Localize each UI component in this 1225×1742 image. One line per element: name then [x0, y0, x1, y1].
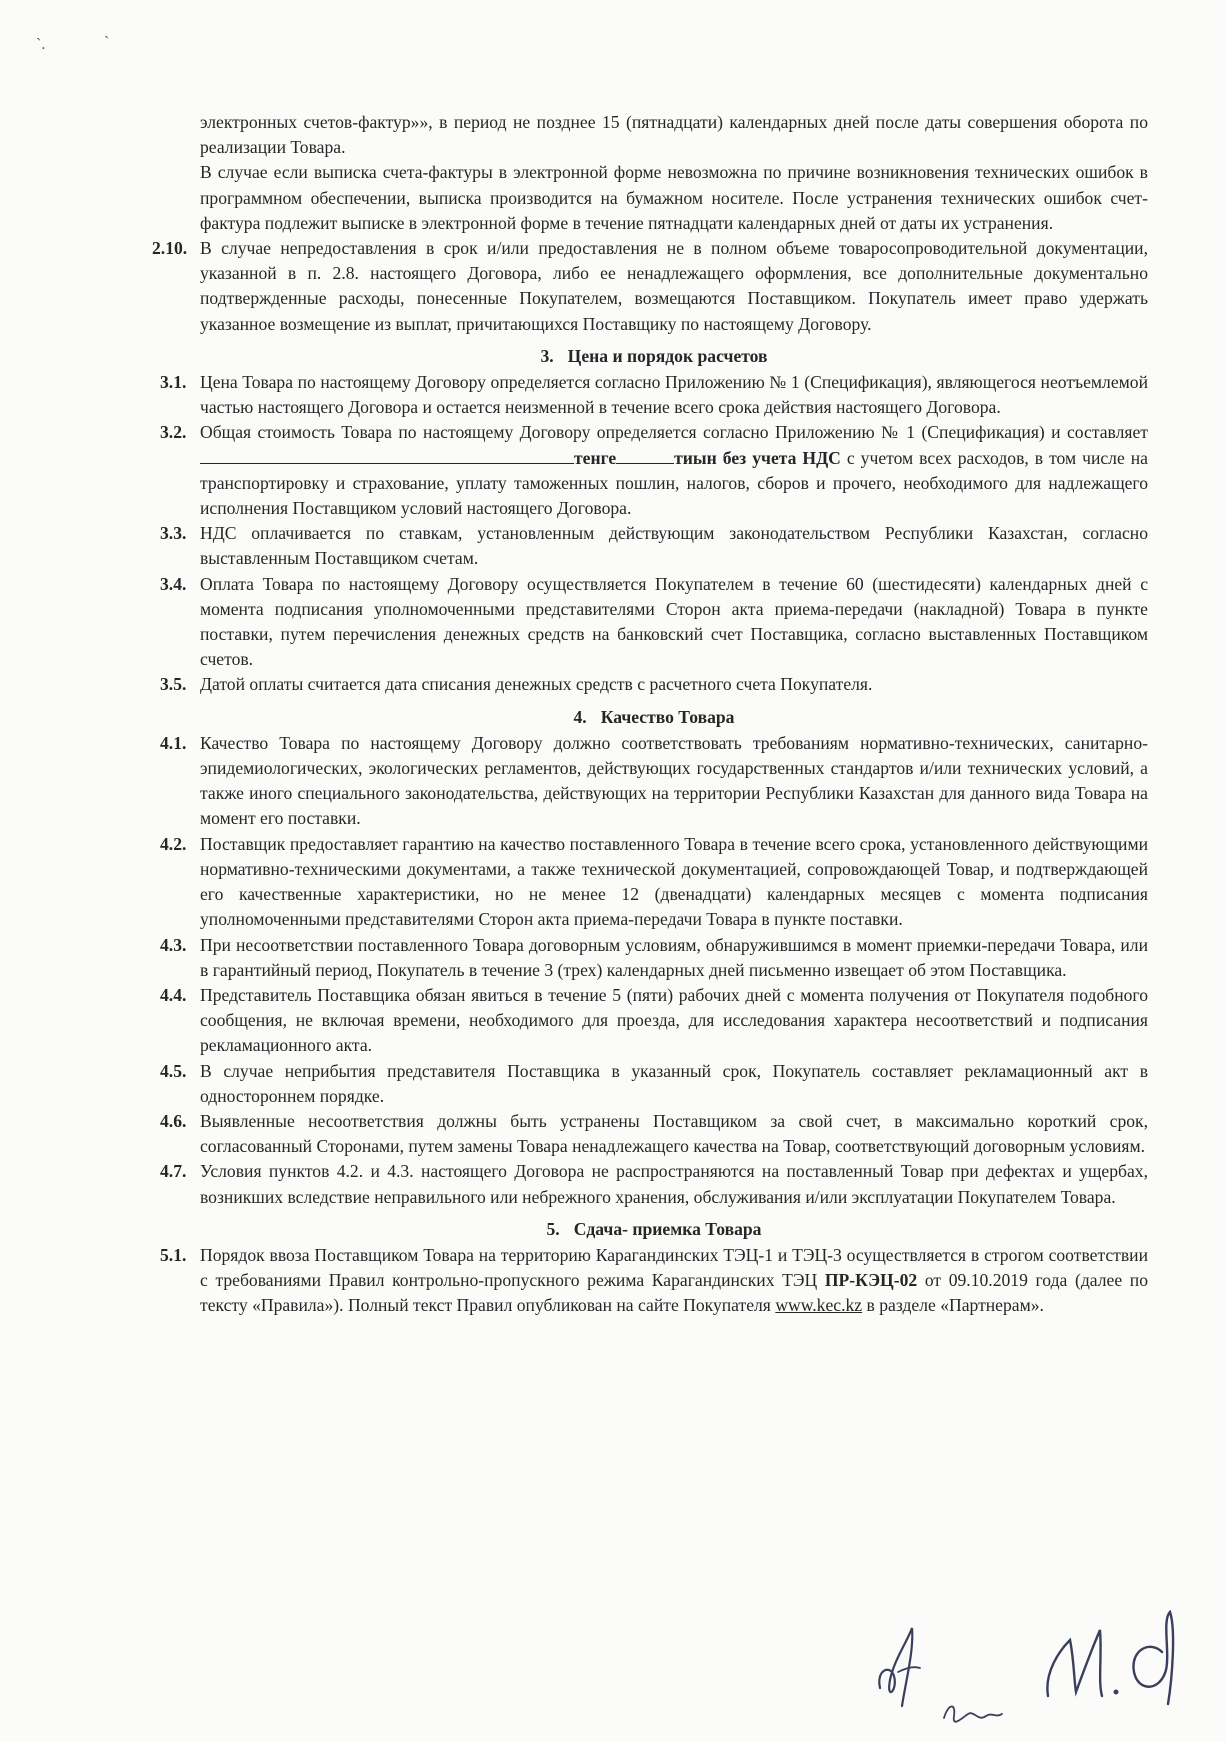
clause-text: В случае неприбытия представителя Поставщика в указанный срок, Покупатель составляет рекламационный акт в одностороннем порядке.: [200, 1060, 1148, 1106]
clause-number: 3.5.: [160, 674, 187, 695]
section-title: Сдача- приемка Товара: [573, 1218, 762, 1239]
section-title: Цена и порядок расчетов: [567, 345, 768, 366]
scan-artifact-right: `: [104, 34, 110, 51]
clause-text: Датой оплаты считается дата списания денежных средств с расчетного счета Покупателя.: [200, 674, 873, 695]
clause-text: При несоответствии поставленного Товара договорным условиям, обнаружившимся в момент приемки-передачи Товара, или в гарантийный период, Покупатель в течение 3 (трех) календарных дней письменно извещает об этом Поставщика.: [200, 934, 1148, 980]
clause-4-3: [160, 933, 1148, 983]
document-body: [152, 110, 1149, 1319]
clause-4-2: [160, 832, 1148, 933]
clause-3-3: [160, 521, 1148, 571]
clause-text-part: в разделе «Партнерам».: [866, 1295, 1044, 1316]
amount-blank-field: [200, 447, 574, 464]
clause-text-part: Общая стоимость Товара по настоящему Договору определяется согласно Приложению № 1 (Спецификация) и составляет: [200, 422, 1148, 443]
clause-number: 3.3.: [160, 523, 187, 544]
signature-left: [868, 1610, 948, 1720]
clause-text: Условия пунктов 4.2. и 4.3. настоящего Договора не распространяются на поставленный Товар при дефектах и ущербах, возникших вследствие неправильного или небрежного хранения, обслуживания и/или эксплуатации Покупателем Товара.: [200, 1161, 1148, 1207]
clause-text: [200, 420, 1148, 521]
signature-right: [1030, 1600, 1190, 1720]
clause-number: 4.3.: [160, 934, 187, 955]
clause-text-part: Порядок ввоза Поставщиком Товара на территорию Карагандинских ТЭЦ-1 и ТЭЦ-3 осуществляется в строгом соответствии с требованиями Правил контрольно-пропускного режима Карагандинских ТЭЦ: [200, 1244, 1148, 1291]
scan-artifact-left: `.: [36, 36, 46, 53]
section-number: 3.: [540, 345, 554, 366]
clause-text-part: с учетом всех расходов, в том числе на транспортировку и страхование, уплату таможенных пошлин, налогов, сборов и прочего, необходимого для надлежащего исполнения Поставщиком условий настоящего Договора.: [200, 447, 1148, 519]
clause-number: 4.6.: [160, 1110, 187, 1131]
section-title: Качество Товара: [600, 706, 735, 727]
clause-4-5: [160, 1059, 1148, 1109]
clause-number: 4.4.: [160, 984, 187, 1005]
signature-small: [938, 1688, 1008, 1738]
clause-3-2: [160, 420, 1148, 521]
rules-code: ПР-КЭЦ-02: [824, 1270, 918, 1291]
clause-text-part: от 09.10.2019 года (далее по тексту «Правила»). Полный текст Правил опубликован на сайте Покупателя: [200, 1270, 1149, 1316]
clause-4-1: [160, 731, 1148, 832]
clause-4-7: [160, 1159, 1148, 1209]
clause-2-10: [152, 236, 1148, 337]
clause-text: [200, 1243, 1148, 1319]
clause-3-5: [160, 672, 1148, 697]
tiyn-label: тиын без учета: [674, 447, 797, 468]
section-number: 4.: [573, 706, 587, 727]
clause-number: 4.1.: [160, 732, 187, 753]
clause-text: Представитель Поставщика обязан явиться в течение 5 (пяти) рабочих дней с момента получения от Покупателя подобного сообщения, не включая времени, необходимого для проезда, для исследования характера несоответствий и подписания рекламационного акта.: [200, 984, 1148, 1056]
clause-text: НДС оплачивается по ставкам, установленным действующим законодательством Республики Казахстан, согласно выставленным Поставщиком счетам.: [200, 523, 1148, 569]
clause-4-6: [160, 1109, 1148, 1159]
clause-3-4: [160, 572, 1148, 673]
clause-number: 4.7.: [160, 1161, 187, 1182]
clause-number: 2.10.: [152, 238, 188, 259]
clause-number: 5.1.: [160, 1244, 187, 1265]
clause-number: 4.2.: [160, 833, 187, 854]
section-heading: [160, 1217, 1148, 1242]
tiyn-blank-field: [616, 447, 674, 464]
clause-text: В случае непредоставления в срок и/или предоставления не в полном объеме товаросопроводительной документации, указанной в п. 2.8. настоящего Договора, либо ее ненадлежащего оформления, все дополнительные документально подтвержденные расходы, понесенные Покупателем, возмещаются Поставщиком. Покупатель имеет право удержать указанное возмещение из выплат, причитающихся Поставщику по настоящему Договору.: [200, 238, 1148, 334]
paragraph: электронных счетов-фактур»», в период не позднее 15 (пятнадцати) календарных дней после даты совершения оборота по реализации Товара.: [200, 112, 1148, 158]
clause-text: Цена Товара по настоящему Договору определяется согласно Приложению № 1 (Спецификация), являющегося неотъемлемой частью настоящего Договора и остается неизменной в течение всего срока действия настоящего Договора.: [200, 372, 1148, 418]
clause-number: 3.2.: [160, 422, 187, 443]
section-heading: [160, 705, 1148, 730]
clause-text: Выявленные несоответствия должны быть устранены Поставщиком за свой счет, в максимально короткий срок, согласованный Сторонами, путем замены Товара ненадлежащего качества на Товар, соответствующий договорным условиям.: [200, 1110, 1148, 1157]
paragraph: В случае если выписка счета-фактуры в электронной форме невозможна по причине возникновения технических ошибок в программном обеспечении, выписка производится на бумажном носителе. После устранения технических ошибок счет-фактура подлежит выписке в электронной форме в течение пятнадцати календарных дней от даты их устранения.: [200, 162, 1148, 233]
website-link[interactable]: www.kec.kz: [775, 1295, 863, 1316]
clause-number: 3.1.: [160, 372, 187, 393]
clause-4-4: [160, 983, 1148, 1059]
clause-text: Оплата Товара по настоящему Договору осуществляется Покупателем в течение 60 (шестидесяти) календарных дней с момента подписания уполномоченными представителями Сторон акта приема-передачи (накладной) Товара в пункте поставки, путем перечисления денежных средств на банковский счет Поставщика, согласно выставленных Поставщиком счетов.: [200, 573, 1148, 670]
currency-label: тенге: [574, 447, 617, 468]
clause-text: Поставщик предоставляет гарантию на качество поставленного Товара в течение всего срока, установленного действующими нормативно-техническими документами, а также технической документацией, сопровождающей Товар, и подтверждающей его качественные характеристики, но не менее 12 (двенадцати) календарных месяцев с момента подписания уполномоченными представителями Сторон акта приема-передачи Товара в пункте поставки.: [200, 833, 1148, 930]
clause-number: 4.5.: [160, 1060, 187, 1081]
clause-5-1: [160, 1243, 1148, 1319]
clause-number: 3.4.: [160, 573, 187, 594]
section-heading: [160, 344, 1148, 369]
section-number: 5.: [546, 1218, 560, 1239]
clause-text: Качество Товара по настоящему Договору должно соответствовать требованиям нормативно-технических, санитарно-эпидемиологических, экологических регламентов, действующих государственных стандартов и/или технических условий, а также иного специального законодательства, действующих на территории Республики Казахстан для данного вида Товара на момент его поставки.: [200, 732, 1148, 829]
clause-3-1: [160, 370, 1148, 420]
vat-label: НДС: [802, 447, 841, 468]
